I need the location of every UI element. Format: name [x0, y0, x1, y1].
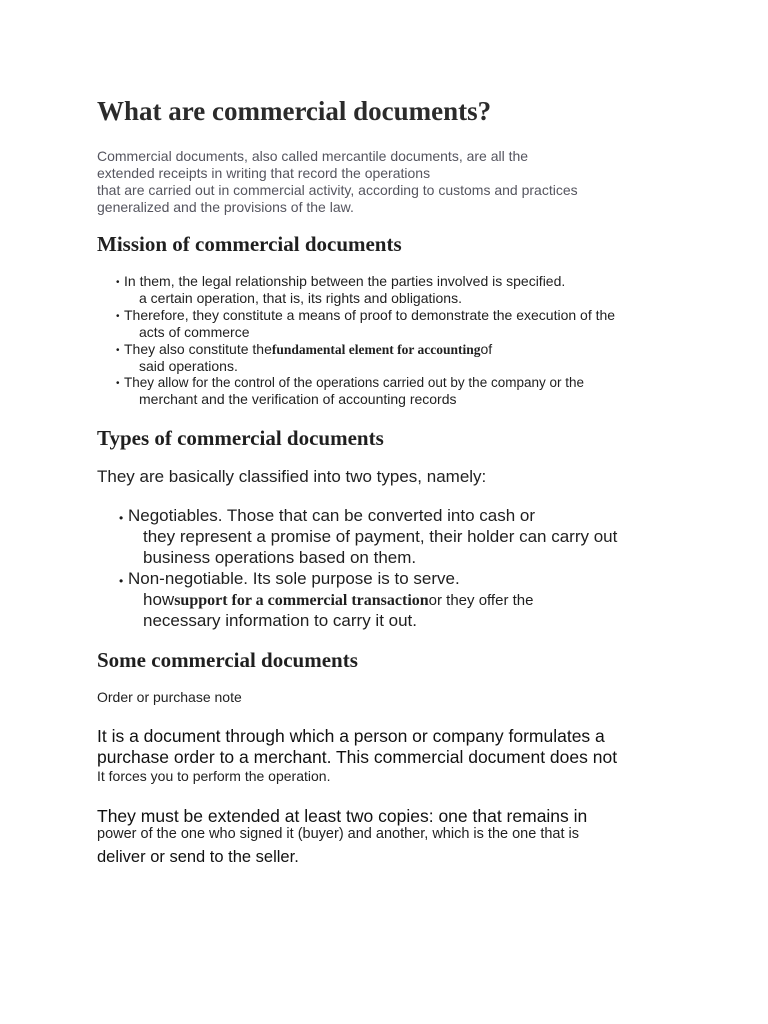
- list-item-text: Negotiables. Those that can be converted into cash or: [128, 506, 535, 525]
- bold-phrase: support for a commercial transaction: [174, 592, 429, 609]
- list-item-text: they represent a promise of payment, their holder can carry out: [143, 527, 618, 546]
- types-heading: Types of commercial documents: [97, 426, 384, 450]
- bullet-dot: •: [119, 574, 124, 588]
- bold-phrase: fundamental element for accounting: [271, 342, 481, 357]
- subheading: Order or purchase note: [97, 689, 242, 705]
- intro-line-1: Commercial documents, also called mercantile documents, are all the: [97, 148, 529, 164]
- some-heading: Some commercial documents: [97, 648, 358, 672]
- para2-line-3: deliver or send to the seller.: [97, 848, 299, 866]
- list-item-text: They allow for the control of the operations carried out by the company or the: [124, 375, 585, 390]
- list-item-text: said operations.: [139, 358, 238, 374]
- para1-line-1: It is a document through which a person or company formulates a: [97, 726, 605, 746]
- list-item-text: They also constitute thefundamental element for accountingof: [124, 341, 493, 357]
- para1-line-2: purchase order to a merchant. This commercial document does not: [97, 747, 618, 767]
- list-item-text: Non-negotiable. Its sole purpose is to serve.: [128, 569, 460, 588]
- para2-line-1: They must be extended at least two copies: one that remains in: [97, 806, 588, 826]
- bullet-dot: •: [116, 277, 120, 288]
- list-item-text: howsupport for a commercial transactionor they offer the: [143, 590, 534, 609]
- list-item-text: a certain operation, that is, its rights and obligations.: [139, 290, 462, 306]
- list-item-text: In them, the legal relationship between the parties involved is specified.: [124, 273, 566, 289]
- list-item-text: Therefore, they constitute a means of proof to demonstrate the execution of the: [124, 307, 616, 323]
- para1-line-3: It forces you to perform the operation.: [97, 768, 331, 784]
- list-item-text: acts of commerce: [139, 324, 250, 340]
- intro-line-4: generalized and the provisions of the law.: [97, 199, 354, 215]
- para2-line-2: power of the one who signed it (buyer) and another, which is the one that is: [97, 826, 580, 842]
- types-intro: They are basically classified into two types, namely:: [97, 467, 487, 486]
- list-item-text: necessary information to carry it out.: [143, 611, 418, 630]
- page-title: What are commercial documents?: [97, 96, 492, 126]
- intro-line-3: that are carried out in commercial activity, according to customs and practices: [97, 182, 578, 198]
- bullet-dot: •: [116, 378, 120, 389]
- bullet-dot: •: [116, 345, 120, 356]
- bullet-dot: •: [119, 511, 124, 525]
- bullet-dot: •: [116, 311, 120, 322]
- mission-heading: Mission of commercial documents: [97, 232, 402, 256]
- list-item-text: merchant and the verification of accounting records: [139, 391, 457, 407]
- intro-line-2: extended receipts in writing that record the operations: [97, 165, 431, 181]
- list-item-text: business operations based on them.: [143, 548, 417, 567]
